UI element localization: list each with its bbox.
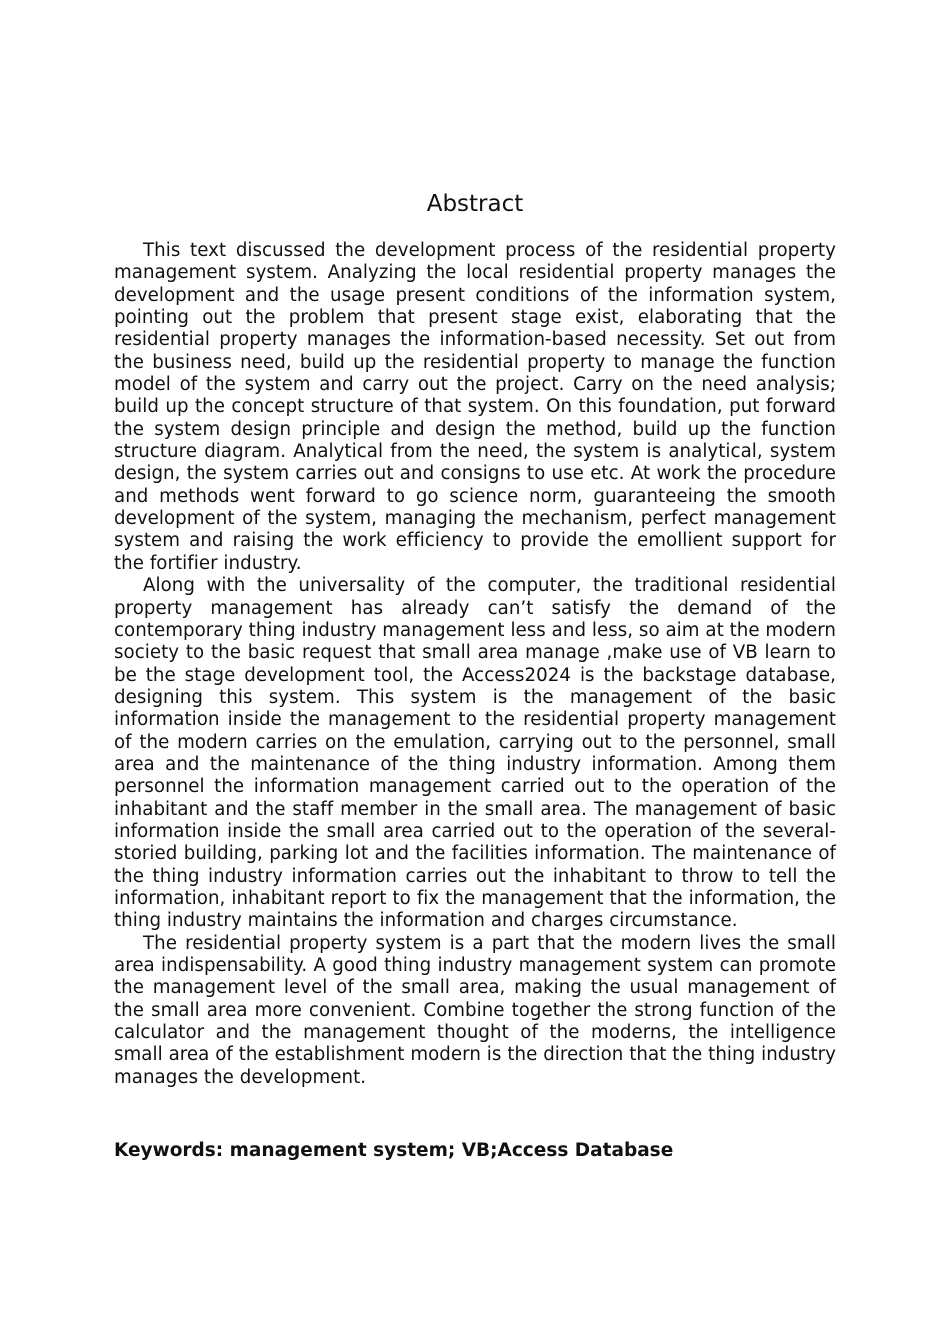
abstract-body [114,240,836,1089]
abstract-title: Abstract [426,191,524,217]
abstract-paragraph-3: The residential property system is a part that the modern lives the small area indispensability. A good thing industry management system can promote the management level of the small area, making the usual management of the small area more convenient. Combine together the strong function of the calculator and the management thought of the moderns, the intelligence small area of the establishment modern is the direction that the thing industry manages the development. [114,932,836,1088]
abstract-paragraph-1: This text discussed the development process of the residential property management system. Analyzing the local residential property manages the development and the usage present conditions of the information system, pointing out the problem that present stage exist, elaborating that the residential property manages the information-based necessity. Set out from the business need, build up the residential property to manage the function model of the system and carry out the project. Carry on the need analysis; build up the concept structure of that system. On this foundation, put forward the system design principle and design the method, build up the function structure diagram. Analytical from the need, the system is analytical, system design, the system carries out and consigns to use etc. At work the procedure and methods went forward to go science norm, guaranteeing the smooth development of the system, managing the mechanism, perfect management system and raising the work efficiency to provide the emollient support for the fortifier industry. [114,240,836,574]
keywords-line: Keywords: management system; VB;Access Database [114,1140,674,1161]
abstract-paragraph-2: Along with the universality of the computer, the traditional residential property management has already can’t satisfy the demand of the contemporary thing industry management less and less, so aim at the modern society to the basic request that small area manage ,make use of VB learn to be the stage development tool, the Access2024 is the backstage database, designing this system. This system is the management of the basic information inside the management to the residential property management of the modern carries on the emulation, carrying out to the personnel, small area and the maintenance of the thing industry information. Among them personnel the information management carried out to the operation of the inhabitant and the staff member in the small area. The management of basic information inside the small area carried out to the operation of the several-storied building, parking lot and the facilities information. The maintenance of the thing industry information carries out the inhabitant to throw to tell the information, inhabitant report to fix the management that the information, the thing industry maintains the information and charges circumstance. [114,575,836,932]
